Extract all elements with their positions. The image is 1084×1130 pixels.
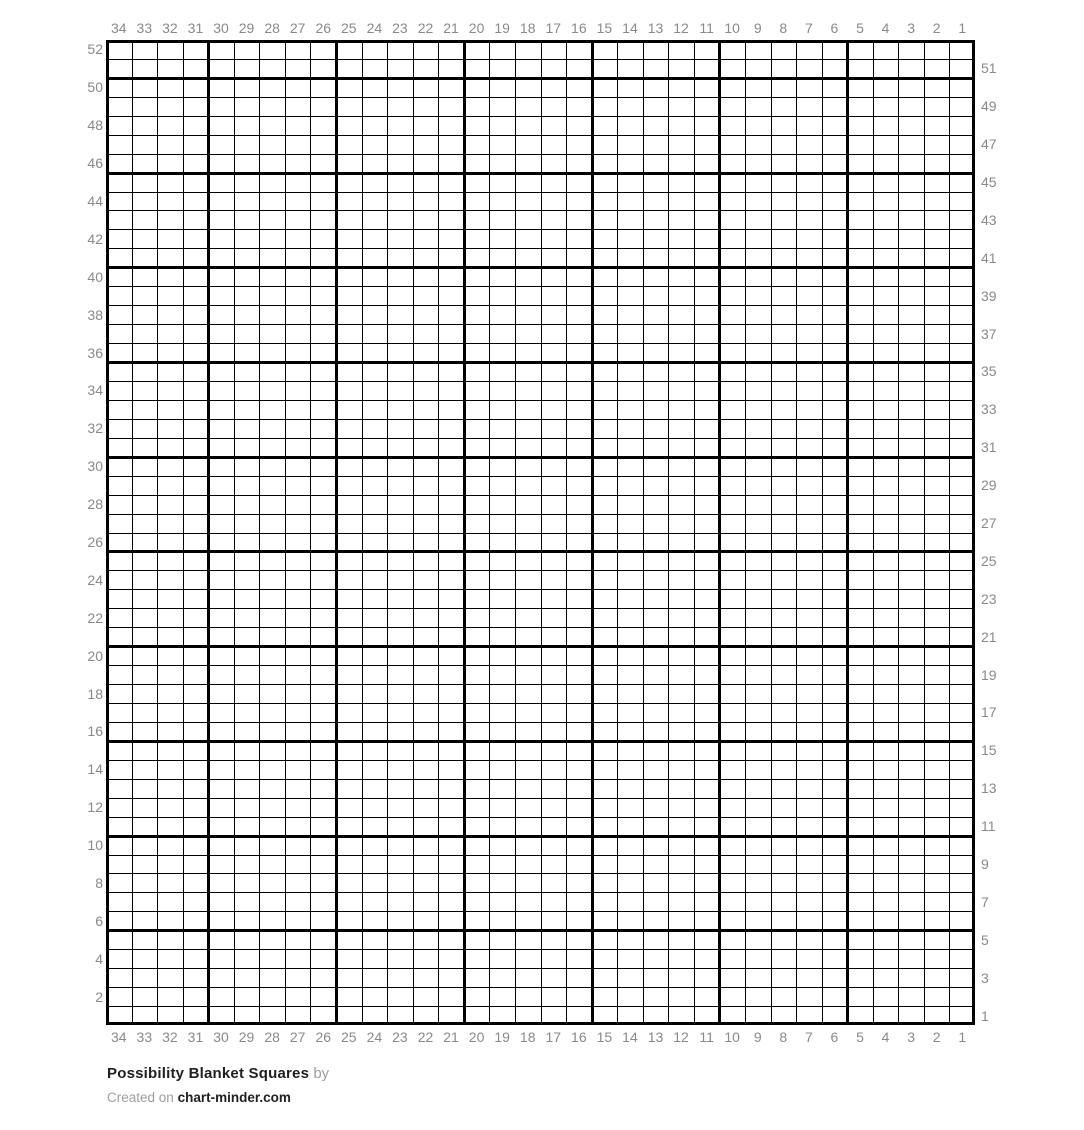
row-label-left: 48	[87, 117, 103, 134]
row-label-right: 9	[981, 855, 989, 872]
row-label-left: 4	[95, 950, 103, 967]
column-label-bottom: 3	[907, 1029, 915, 1045]
column-label-bottom: 14	[622, 1029, 638, 1045]
row-label-right: 25	[981, 552, 997, 569]
column-label-top: 11	[699, 20, 714, 36]
column-label-bottom: 21	[443, 1029, 459, 1045]
column-label-top: 6	[830, 20, 839, 36]
column-label-top: 33	[136, 20, 153, 36]
row-label-right: 17	[981, 704, 997, 721]
row-label-right: 27	[981, 515, 997, 532]
column-label-bottom: 13	[647, 1029, 664, 1045]
row-label-left: 38	[87, 306, 103, 323]
row-label-left: 30	[87, 458, 103, 475]
column-label-top: 13	[647, 20, 664, 36]
column-label-bottom: 9	[753, 1029, 762, 1045]
column-label-bottom: 17	[545, 1029, 562, 1045]
column-label-top: 8	[779, 20, 788, 36]
column-label-top: 31	[187, 20, 204, 36]
column-label-bottom: 24	[366, 1029, 383, 1045]
column-label-bottom: 6	[830, 1029, 839, 1045]
column-label-bottom: 4	[881, 1029, 890, 1045]
row-label-left: 24	[87, 571, 103, 588]
row-label-right: 33	[981, 401, 997, 418]
row-label-left: 50	[87, 79, 103, 96]
column-label-bottom: 10	[724, 1029, 740, 1045]
row-label-left: 36	[87, 344, 103, 361]
column-label-bottom: 16	[571, 1029, 587, 1045]
row-label-left: 20	[87, 647, 103, 664]
title-line	[107, 1064, 329, 1083]
column-label-bottom: 34	[110, 1029, 127, 1045]
knitting-chart-grid[interactable]	[106, 40, 975, 1025]
column-label-bottom: 32	[162, 1029, 178, 1045]
row-label-right: 3	[981, 969, 989, 986]
row-label-right: 23	[981, 590, 997, 607]
row-label-right: 29	[981, 477, 997, 494]
row-label-left: 32	[87, 420, 103, 437]
row-label-right: 39	[981, 287, 997, 304]
column-label-bottom: 2	[932, 1029, 941, 1045]
column-label-top: 29	[238, 20, 255, 36]
row-label-right: 13	[981, 780, 997, 797]
row-label-right: 51	[981, 60, 997, 77]
column-label-top: 34	[110, 20, 127, 36]
column-label-top: 5	[856, 20, 864, 36]
column-label-top: 2	[932, 20, 941, 36]
column-label-bottom: 7	[804, 1029, 813, 1045]
row-label-left: 22	[87, 609, 103, 626]
column-label-bottom: 1	[958, 1029, 967, 1045]
column-label-bottom: 15	[596, 1029, 613, 1045]
row-label-right: 15	[981, 742, 997, 759]
column-label-top: 20	[468, 20, 485, 36]
column-label-top: 22	[417, 20, 434, 36]
row-label-right: 5	[981, 931, 989, 948]
column-label-top: 27	[289, 20, 306, 36]
row-label-right: 41	[981, 249, 997, 266]
row-label-left: 34	[87, 382, 103, 399]
column-label-top: 24	[366, 20, 383, 36]
column-label-top: 16	[571, 20, 587, 36]
column-label-top: 7	[804, 20, 813, 36]
column-label-top: 18	[519, 20, 536, 36]
column-label-top: 9	[753, 20, 762, 36]
row-label-right: 7	[981, 893, 989, 910]
row-label-right: 1	[981, 1007, 989, 1024]
row-label-left: 12	[87, 799, 103, 816]
row-label-right: 49	[981, 98, 997, 115]
row-label-left: 46	[87, 155, 103, 172]
row-label-left: 42	[87, 230, 103, 247]
row-label-right: 21	[981, 628, 997, 645]
column-label-top: 4	[881, 20, 890, 36]
column-label-top: 32	[162, 20, 178, 36]
column-label-bottom: 23	[392, 1029, 408, 1045]
column-label-bottom: 5	[856, 1029, 864, 1045]
column-label-top: 14	[622, 20, 638, 36]
column-label-top: 25	[341, 20, 357, 36]
column-label-top: 28	[264, 20, 280, 36]
row-label-left: 52	[87, 41, 103, 58]
column-label-bottom: 22	[417, 1029, 434, 1045]
credit-prefix: Created on	[107, 1090, 174, 1105]
column-label-bottom: 28	[264, 1029, 280, 1045]
row-label-right: 19	[981, 666, 997, 683]
credit-line	[107, 1089, 329, 1106]
chart-footer	[107, 1064, 329, 1106]
column-label-bottom: 26	[315, 1029, 332, 1045]
row-label-left: 14	[87, 761, 103, 778]
column-label-bottom: 8	[779, 1029, 788, 1045]
column-label-bottom: 30	[213, 1029, 229, 1045]
row-label-left: 26	[87, 533, 103, 550]
column-label-top: 1	[958, 20, 967, 36]
column-label-bottom: 27	[289, 1029, 306, 1045]
column-label-top: 15	[596, 20, 613, 36]
row-label-right: 35	[981, 363, 997, 380]
row-label-right: 47	[981, 136, 997, 153]
column-label-top: 26	[315, 20, 332, 36]
column-label-bottom: 33	[136, 1029, 153, 1045]
column-label-top: 19	[494, 20, 510, 36]
row-label-left: 44	[87, 193, 103, 209]
column-label-bottom: 18	[519, 1029, 536, 1045]
credit-site-link[interactable]: chart-minder.com	[177, 1090, 291, 1105]
column-label-bottom: 20	[468, 1029, 485, 1045]
row-label-left: 10	[87, 837, 103, 854]
row-label-right: 31	[981, 439, 997, 456]
column-label-top: 23	[392, 20, 408, 36]
column-label-bottom: 11	[699, 1029, 714, 1045]
column-label-top: 3	[907, 20, 915, 36]
row-label-right: 11	[981, 818, 996, 835]
column-label-bottom: 12	[673, 1029, 689, 1045]
column-label-top: 12	[673, 20, 689, 36]
row-label-left: 40	[87, 268, 103, 285]
row-label-left: 16	[87, 723, 103, 740]
chart-byline: by	[313, 1065, 330, 1082]
column-label-bottom: 29	[238, 1029, 255, 1045]
column-label-top: 10	[724, 20, 740, 36]
column-label-bottom: 19	[494, 1029, 510, 1045]
row-label-right: 45	[981, 174, 997, 191]
row-label-left: 28	[87, 496, 103, 513]
chart-title: Possibility Blanket Squares	[107, 1065, 310, 1082]
column-label-bottom: 25	[341, 1029, 357, 1045]
column-label-bottom: 31	[187, 1029, 204, 1045]
row-label-left: 8	[95, 874, 103, 891]
column-label-top: 30	[213, 20, 229, 36]
row-label-right: 43	[981, 211, 997, 228]
row-label-right: 37	[981, 325, 997, 342]
row-label-left: 18	[87, 685, 103, 702]
column-label-top: 17	[545, 20, 562, 36]
column-label-top: 21	[443, 20, 459, 36]
row-label-left: 2	[95, 988, 103, 1005]
row-label-left: 6	[95, 912, 103, 929]
